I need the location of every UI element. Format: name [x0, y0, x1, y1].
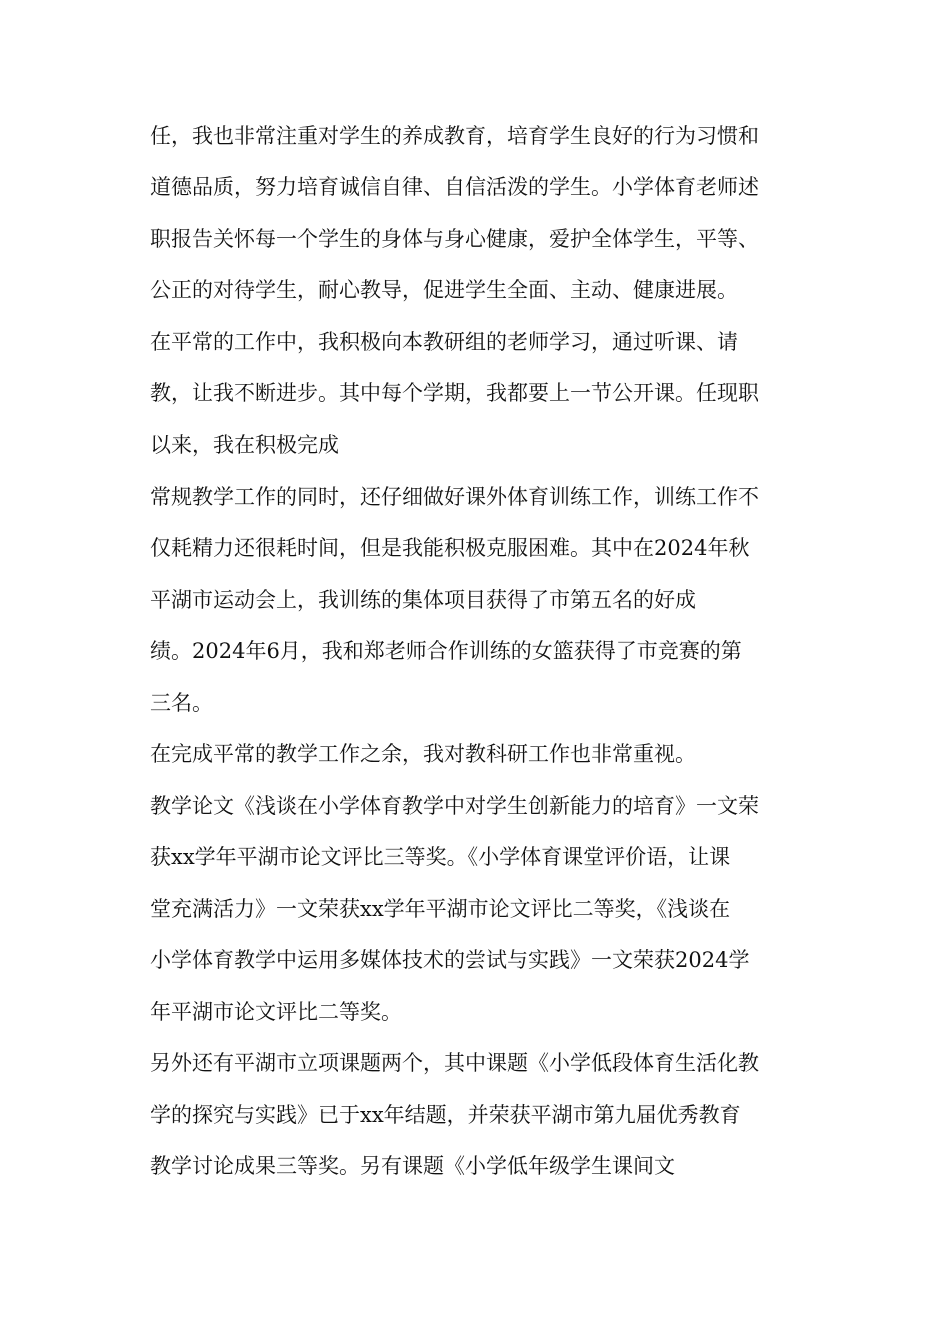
- text-line: 堂充满活力》一文荣获xx学年平湖市论文评比二等奖，《浅谈在: [150, 897, 731, 921]
- text-line: 仅耗精力还很耗时间，但是我能积极克服困难。其中在2024年秋: [150, 536, 750, 560]
- text-line: 教学论文《浅谈在小学体育教学中对学生创新能力的培育》一文荣: [150, 794, 759, 818]
- text-line: 在完成平常的教学工作之余，我对教科研工作也非常重视。: [150, 742, 696, 766]
- text-line: 绩。2024年6月，我和郑老师合作训练的女篮获得了市竞赛的第: [150, 639, 742, 663]
- text-line: 道德品质，努力培育诚信自律、自信活泼的学生。小学体育老师述: [150, 175, 759, 199]
- text-line: 学的探究与实践》已于xx年结题，并荣获平湖市第九届优秀教育: [150, 1103, 741, 1127]
- text-line: 常规教学工作的同时，还仔细做好课外体育训练工作，训练工作不: [150, 485, 759, 509]
- text-line: 教，让我不断进步。其中每个学期，我都要上一节公开课。任现职: [150, 381, 759, 405]
- text-line: 另外还有平湖市立项课题两个，其中课题《小学低段体育生活化教: [150, 1051, 759, 1075]
- text-line: 平湖市运动会上，我训练的集体项目获得了市第五名的好成: [150, 588, 696, 612]
- text-line: 公正的对待学生，耐心教导，促进学生全面、主动、健康进展。: [150, 278, 738, 302]
- text-line: 小学体育教学中运用多媒体技术的尝试与实践》一文荣获2024学: [150, 948, 750, 972]
- text-line: 教学讨论成果三等奖。另有课题《小学低年级学生课间文: [150, 1154, 675, 1178]
- text-line: 职报告关怀每一个学生的身体与身心健康，爱护全体学生，平等、: [150, 227, 759, 251]
- text-line: 以来，我在积极完成: [150, 433, 339, 457]
- text-line: 在平常的工作中，我积极向本教研组的老师学习，通过听课、请: [150, 330, 738, 354]
- text-line: 年平湖市论文评比二等奖。: [150, 1000, 402, 1024]
- text-line: 任，我也非常注重对学生的养成教育，培育学生良好的行为习惯和: [150, 124, 759, 148]
- text-line: 三名。: [150, 691, 213, 715]
- text-line: 获xx学年平湖市论文评比三等奖。《小学体育课堂评价语，让课: [150, 845, 731, 869]
